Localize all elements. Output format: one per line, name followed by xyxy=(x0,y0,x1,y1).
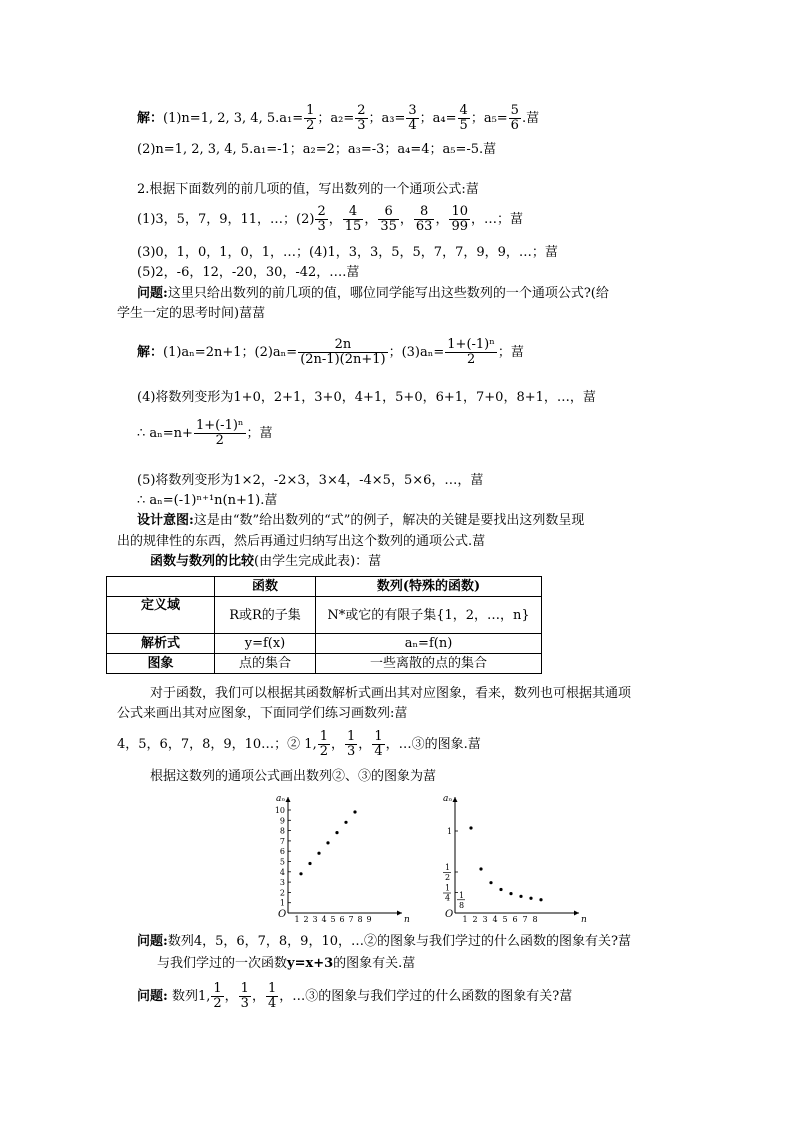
table-row xyxy=(107,597,542,634)
solution-2-line-7: ∴ aₙ=(-1)ⁿ⁺¹n(n+1).葍 xyxy=(137,493,278,508)
solution-text: ；a₅= xyxy=(470,111,508,126)
table-cell: aₙ=f(n) xyxy=(316,634,542,654)
solution-text: ；a₃= xyxy=(368,111,406,126)
solution-1-line-1 xyxy=(137,104,539,133)
solution-2-line-4: (4)将数列变形为1+0，2+1，3+0，4+1，5+0，6+1，7+0，8+1，…，葍 xyxy=(137,390,596,405)
table-cell xyxy=(107,577,215,597)
fraction: $\frac{3}{4}$ xyxy=(408,103,417,133)
fraction: $\frac{1}{4}$ xyxy=(374,729,383,759)
x-tick-label: 5 xyxy=(330,915,336,924)
solution-1-line-2: (2)n=1, 2, 3, 4, 5.a₁=-1；a₂=2；a₃=-3；a₄=4；a₅=-5.葍 xyxy=(137,142,497,157)
origin-label: O xyxy=(278,909,287,920)
fraction: $\frac{2}{3}$ xyxy=(317,204,326,234)
fraction: $\frac{1}{2}$ xyxy=(213,981,222,1011)
fraction: $\frac{1}{4}$ xyxy=(267,981,277,1011)
table-cell: 一些离散的点的集合 xyxy=(316,654,542,674)
y-tick-label: 6 xyxy=(279,847,285,857)
data-point xyxy=(509,892,512,895)
fraction: $\frac{1}{3}$ xyxy=(347,729,356,759)
graphs-intro: 根据这数列的通项公式画出数列②、③的图象为葍 xyxy=(150,769,437,784)
solution-text: ；葍 xyxy=(246,426,273,441)
problem-3-line: 问题: 数列1, $\frac{1}{2}$ ， $\frac{1}{3}$ ， $\frac{1}{4}$ ，…③的图象与我们学过的什么函数的图象有关?葍 xyxy=(137,981,573,1011)
table-cell: y=f(x) xyxy=(215,634,316,654)
y-tick-denominator: 4 xyxy=(445,893,451,903)
table-cell: R或R的子集 xyxy=(215,597,316,634)
question-text: ，…；葍 xyxy=(471,212,524,227)
x-tick-label: 1 xyxy=(462,915,468,924)
data-point xyxy=(539,898,542,901)
origin-label: O xyxy=(445,909,454,920)
table-row xyxy=(107,634,542,654)
problem-text: 数列4，5，6，7，8，9，10，…②的图象与我们学过的什么函数的图象有关?葍 xyxy=(167,934,631,949)
paragraph-line-1: 对于函数，我们可以根据其函数解析式画出其对应图象，看来，数列也可根据其通项 xyxy=(150,686,632,701)
x-tick-label: 4 xyxy=(321,915,327,924)
solution-text: ；a₂= xyxy=(317,111,355,126)
question-2-line-1: (1)3，5，7，9，11，…；(2) $\frac{2}{3}$ ， $\frac{4}{15}$ ， $\frac{6}{35}$ ， $\frac{8}{63}$ ， $\frac{10}{99}$ ，…；葍 xyxy=(137,204,524,234)
sequence-3-chart xyxy=(428,787,588,927)
table-header-row xyxy=(107,577,542,597)
data-point xyxy=(353,810,356,813)
x-tick-label: 6 xyxy=(512,915,518,924)
data-point xyxy=(479,867,482,870)
table-cell: 解析式 xyxy=(107,634,215,654)
data-point xyxy=(308,862,311,865)
y-axis-label: aₙ xyxy=(443,794,453,804)
sequence-2-chart xyxy=(262,787,412,927)
example-text: 4，5，6，7，8，9，10…；② 1, xyxy=(117,737,317,752)
problem-text: 这里只给出数列的前几项的值，哪位同学能写出这些数列的一个通项公式?(给 xyxy=(167,286,609,301)
comparison-label: 函数与数列的比较 xyxy=(150,554,255,569)
fraction: $\frac{1}{2}$ xyxy=(319,729,328,759)
x-tick-label: 4 xyxy=(492,915,498,924)
design-label: 设计意图: xyxy=(137,513,194,528)
solution-2-line-6: (5)将数列变形为1×2，-2×3，3×4，-4×5，5×6，…，葍 xyxy=(137,473,484,488)
question-2-line-3: (5)2，-6，12，-20，30，-42，….葍 xyxy=(137,265,360,280)
problem-text: ，…③的图象与我们学过的什么函数的图象有关?葍 xyxy=(279,989,573,1004)
y-tick-label: 1 xyxy=(279,898,285,908)
problem-1-line-1 xyxy=(137,285,609,303)
annotation-denominator: 8 xyxy=(459,900,465,910)
data-point xyxy=(344,821,347,824)
fraction: $\frac{4}{5}$ xyxy=(459,103,468,133)
question-2-title: 2.根据下面数列的前几项的值，写出数列的一个通项公式:葍 xyxy=(137,182,479,197)
solution-text: ；葍 xyxy=(497,345,524,360)
example-text: ，…③的图象.葍 xyxy=(385,737,481,752)
data-point xyxy=(317,852,320,855)
x-tick-label: 7 xyxy=(522,915,528,924)
fraction: $\frac{1}{2}$ xyxy=(306,103,315,133)
data-point xyxy=(489,881,492,884)
y-tick-label: 7 xyxy=(279,836,285,846)
design-intent-line-1 xyxy=(137,512,584,530)
fraction: $\frac{5}{6}$ xyxy=(510,103,519,133)
x-tick-label: 9 xyxy=(366,915,372,924)
y-tick-label: 4 xyxy=(279,867,285,877)
y-axis-label: aₙ xyxy=(276,794,286,804)
x-tick-label: 7 xyxy=(348,915,354,924)
data-point xyxy=(499,888,502,891)
x-tick-label: 5 xyxy=(502,915,508,924)
solution-text: (1)n=1, 2, 3, 4, 5.a₁= xyxy=(163,111,304,126)
solution-text: ；a₄= xyxy=(419,111,457,126)
solution-2-line-5 xyxy=(137,419,273,448)
problem-text: 数列1, xyxy=(167,989,211,1004)
y-tick-label: 2 xyxy=(279,888,285,898)
problem-label: 问题: xyxy=(137,286,168,301)
paragraph-line-2: 公式来画出其对应图象，下面同学们练习画数列:葍 xyxy=(117,706,408,721)
table-cell: 图象 xyxy=(107,654,215,674)
y-tick-label: 5 xyxy=(279,857,285,867)
fraction: $\frac{\text{1+(-1)ⁿ}}{2}$ xyxy=(195,418,244,448)
table-cell: 定义域 xyxy=(107,597,215,634)
y-tick-denominator: 2 xyxy=(445,873,451,882)
y-tick-numerator: 1 xyxy=(445,883,451,893)
problem-label: 问题: xyxy=(137,989,168,1004)
fraction: $\frac{6}{35}$ xyxy=(380,204,397,234)
y-tick-label: 9 xyxy=(279,816,285,826)
data-point xyxy=(326,841,329,844)
x-tick-label: 2 xyxy=(303,915,309,924)
solution-2-line-1 xyxy=(137,338,524,367)
question-text: (1)3，5，7，9，11，…；(2) xyxy=(137,212,315,227)
design-intent-line-2: 出的规律性的东西，然后再通过归纳写出这个数列的通项公式.葍 xyxy=(117,534,486,549)
data-point xyxy=(529,897,532,900)
solution-text: .葍 xyxy=(521,111,540,126)
data-point xyxy=(519,895,522,898)
fraction: $\frac{\text{1+(-1)ⁿ}}{2}$ xyxy=(447,337,495,367)
comparison-heading xyxy=(150,553,381,571)
problem-2-line xyxy=(137,933,631,951)
x-tick-label: 1 xyxy=(294,915,300,924)
fraction: $\frac{8}{63}$ xyxy=(415,204,433,234)
design-text: 这是由“数”给出数列的“式”的例子，解决的关键是要找出这列数呈现 xyxy=(193,513,585,528)
y-axis-arrow xyxy=(286,797,291,802)
x-tick-label: 6 xyxy=(339,915,345,924)
x-tick-label: 3 xyxy=(312,915,318,924)
data-point xyxy=(335,831,338,834)
annotation-numerator: 1 xyxy=(459,890,465,900)
y-tick-label: 10 xyxy=(274,806,285,815)
y-tick-label: 1 xyxy=(447,827,453,836)
table-cell: 数列(特殊的函数) xyxy=(316,577,542,597)
y-tick-numerator: 1 xyxy=(445,863,451,872)
fraction: $\frac{4}{15}$ xyxy=(344,204,362,234)
fraction: $\frac{10}{99}$ xyxy=(451,204,468,234)
solution-text: (1)aₙ=2n+1；(2)aₙ= xyxy=(163,345,298,360)
table-row xyxy=(107,654,542,674)
x-axis-label: n xyxy=(404,915,410,925)
x-axis-label: n xyxy=(581,915,587,925)
solution-label: 解： xyxy=(137,345,164,360)
answer-text: 的图象有关.葍 xyxy=(333,956,416,971)
comparison-text: (由学生完成此表)：葍 xyxy=(254,554,382,569)
x-tick-label: 3 xyxy=(482,915,488,924)
x-axis-arrow xyxy=(397,911,402,916)
x-tick-label: 2 xyxy=(472,915,478,924)
fraction: $\frac{1}{3}$ xyxy=(240,981,249,1011)
answer-function: y=x+3 xyxy=(287,956,334,971)
fraction: $\frac{2n}{(2n-1)(2n+1)}$ xyxy=(300,337,386,367)
x-tick-label: 8 xyxy=(532,915,538,924)
y-axis-arrow xyxy=(453,797,458,802)
table-cell: 函数 xyxy=(215,577,316,597)
table-cell: 点的集合 xyxy=(215,654,316,674)
solution-text: ∴ aₙ=n+ xyxy=(137,426,193,441)
x-axis-arrow xyxy=(574,911,579,916)
y-tick-label: 3 xyxy=(279,878,285,888)
fraction: $\frac{2}{3}$ xyxy=(357,103,366,133)
comparison-table xyxy=(106,576,542,674)
table-cell: N*或它的有限子集{1，2，…，n} xyxy=(316,597,542,634)
data-point xyxy=(299,872,302,875)
example-line: 4，5，6，7，8，9，10…；② 1, $\frac{1}{2}$ ， $\frac{1}{3}$ ， $\frac{1}{4}$ ，…③的图象.葍 xyxy=(117,729,481,759)
question-2-line-2: (3)0，1，0，1，0，1，…；(4)1，3，3，5，5，7，7，9，9，…；葍 xyxy=(137,245,558,260)
data-point xyxy=(469,826,472,829)
answer-text: 与我们学过的一次函数 xyxy=(157,956,288,971)
problem-1-line-2: 学生一定的思考时间)葍葍 xyxy=(117,306,266,321)
problem-label: 问题: xyxy=(137,934,168,949)
x-tick-label: 8 xyxy=(357,915,363,924)
solution-text: ；(3)aₙ= xyxy=(388,345,445,360)
y-tick-label: 8 xyxy=(279,826,285,836)
problem-2-answer xyxy=(157,955,415,973)
solution-label: 解： xyxy=(137,111,164,126)
